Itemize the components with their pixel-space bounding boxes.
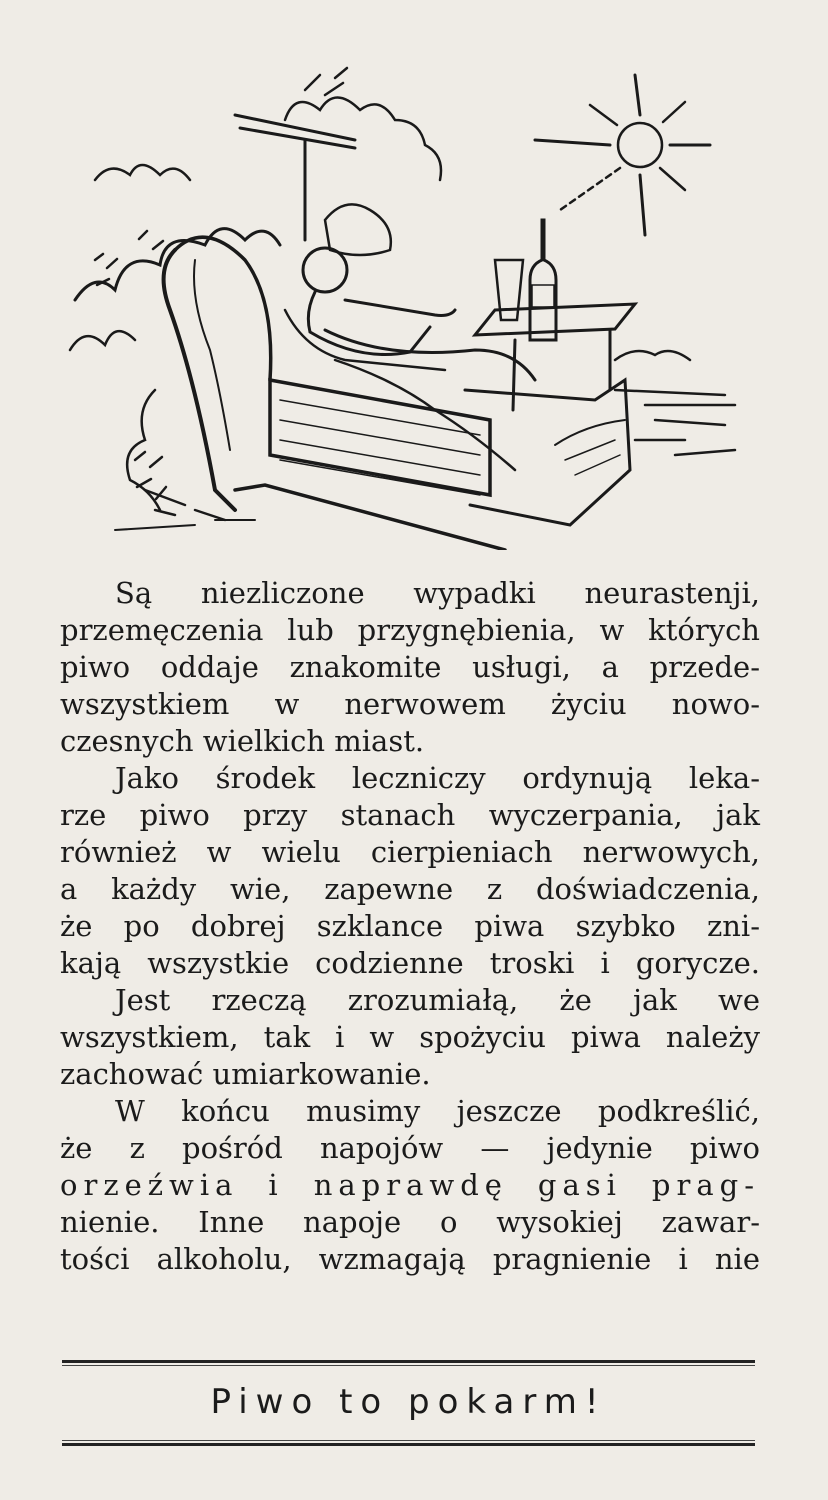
article-text [60,575,760,1278]
text-line: piwo oddaje znakomite usługi, a przede- [60,650,760,684]
text-line: W końcu musimy jeszcze podkreślić, [115,1094,760,1128]
text-line: Jest rzeczą zrozumiałą, że jak we [115,983,760,1017]
top-divider [62,1360,755,1367]
text-line: Są niezliczone wypadki neurastenji, [115,576,760,610]
text-line: wszystkiem w nerwowem życiu nowo- [60,687,760,721]
text-line: że po dobrej szklance piwa szybko zni- [60,909,760,943]
text-line: a każdy wie, zapewne z doświadczenia, [60,872,760,906]
text-line: że z pośród napojów — jedynie piwo [60,1131,760,1165]
sun-icon [535,75,710,235]
text-line: przemęczenia lub przygnębienia, w których [60,613,760,647]
text-line: zachować umiarkowanie. [60,1057,431,1091]
text-line: kają wszystkie codzienne troski i gorycze. [60,946,760,980]
text-line: również w wielu cierpieniach nerwowych, [60,835,760,869]
footer-title: Piwo to pokarm! [210,1382,607,1422]
text-line: orzeźwia i naprawdę gasi prag- [60,1168,760,1202]
bottom-divider [62,1440,755,1447]
text-line: Jako środek leczniczy ordynują leka- [115,761,760,795]
text-line: nienie. Inne napoje o wysokiej zawar- [60,1205,760,1239]
text-line: wszystkiem, tak i w spożyciu piwa należy [60,1020,760,1054]
text-line: rze piwo przy stanach wyczerpania, jak [60,798,760,832]
man-resting-in-chair-with-beer-icon [55,60,755,550]
text-line: czesnych wielkich miast. [60,724,425,758]
text-line: tości alkoholu, wzmagają pragnienie i nie [60,1242,760,1276]
